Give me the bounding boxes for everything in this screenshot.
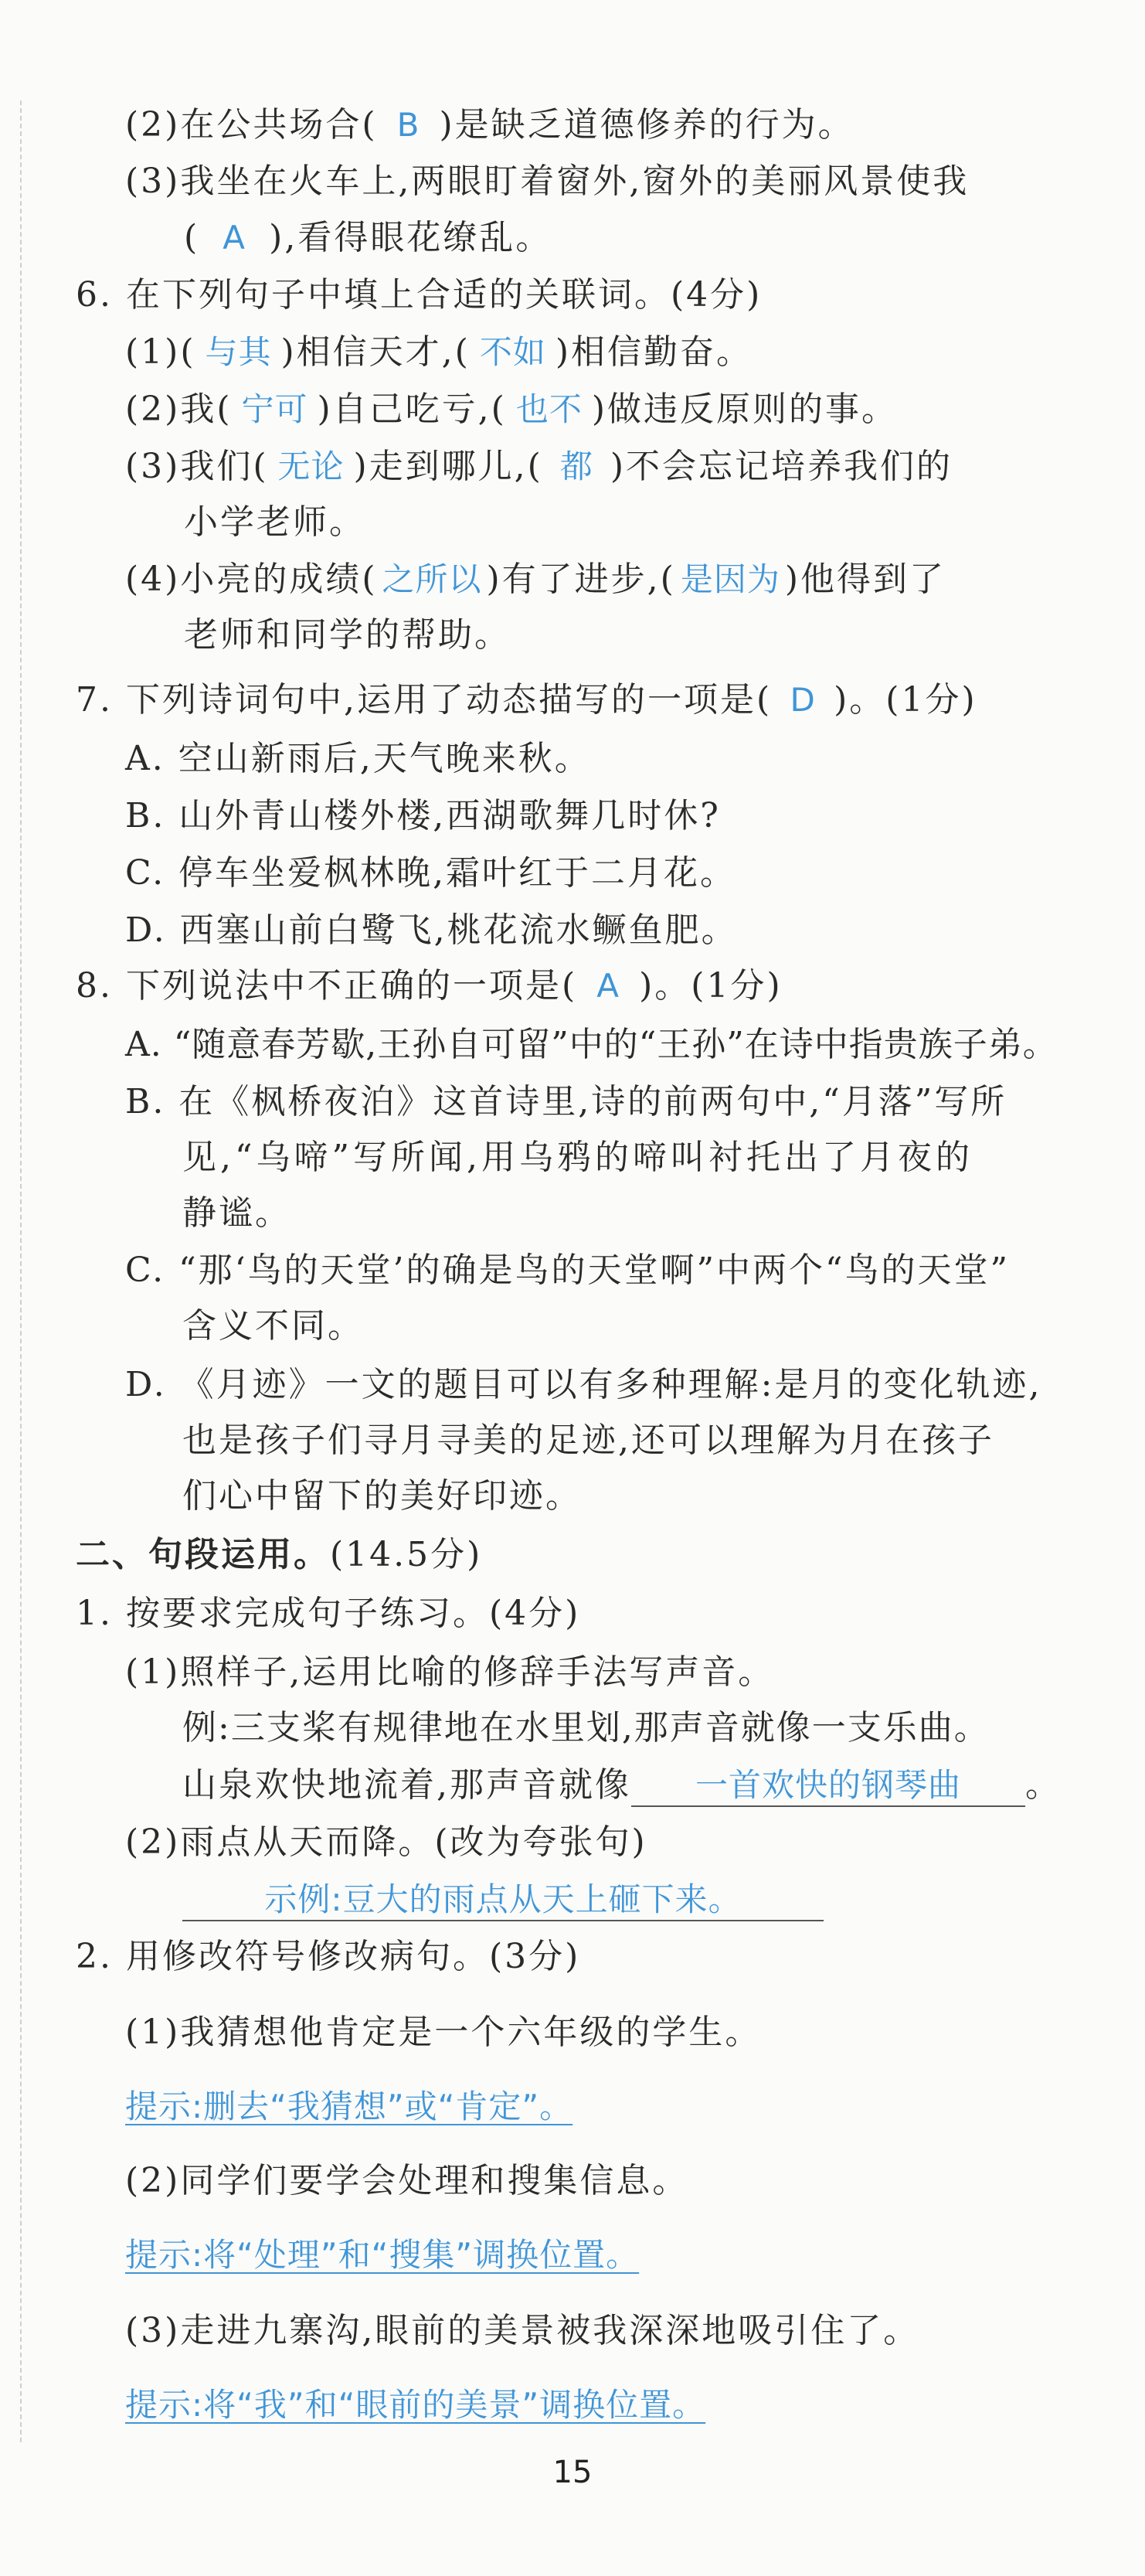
q5-item-3-text: ( (184, 218, 200, 257)
q6-item-1-answer-1: 与其 (205, 333, 272, 371)
q6-item-2 (125, 386, 898, 433)
p2-item-1-answer-line (125, 2084, 572, 2130)
p1-example: 例:三支桨有规律地在水里划,那声音就像一支乐曲。 (182, 1708, 990, 1747)
q6-item-2-answer-1: 宁可 (241, 390, 308, 428)
q6-item-3-text: (3)我们( (125, 447, 269, 486)
q5-item-2-text-end: )是缺乏道德修养的行为。 (439, 105, 855, 145)
q8-option-d-line3: 们心中留下的美好印迹。 (182, 1476, 582, 1516)
q8-option-c-line2: 含义不同。 (182, 1306, 364, 1346)
p2-title: 2. 用修改符号修改病句。(3分) (76, 1937, 581, 1976)
q6-item-1 (125, 329, 753, 376)
q8-title-text: 8. 下列说法中不正确的一项是( (76, 966, 578, 1006)
p2-item-3: (3)走进九寨沟,眼前的美景被我深深地吸引住了。 (125, 2311, 920, 2350)
q6-item-2-text: (2)我( (125, 390, 233, 429)
q5-item-3-line1: (3)我坐在火车上,两眼盯着窗外,窗外的美丽风景使我 (125, 162, 970, 201)
section-2-title: 二、句段运用。 (76, 1535, 330, 1574)
section-2-score: (14.5分) (330, 1535, 483, 1574)
margin-dashed-line (20, 100, 22, 2442)
q8-option-d-line1: D. 《月迹》一文的题目可以有多种理解:是月的变化轨迹, (125, 1365, 1042, 1404)
q6-item-1-text: (1)( (125, 332, 196, 372)
p1-item-2: (2)雨点从天而降。(改为夸张句) (125, 1822, 647, 1862)
q5-item-2-answer: B (396, 106, 420, 144)
p2-item-3-answer-line (125, 2382, 705, 2428)
q8-option-c-line1: C. “那‘鸟的天堂’的确是鸟的天堂啊”中两个“鸟的天堂” (125, 1251, 1011, 1290)
p2-item-3-answer: 提示:将“我”和“眼前的美景”调换位置。 (125, 2386, 706, 2424)
q5-item-2 (125, 102, 855, 148)
q6-item-4 (125, 556, 946, 603)
q6-item-3-cont: 小学老师。 (184, 502, 365, 542)
q6-item-3 (125, 444, 953, 490)
q6-item-3-answer-2: 都 (559, 447, 593, 485)
section-2-heading (76, 1532, 482, 1578)
p2-item-2-answer-line (125, 2232, 639, 2278)
q8-option-b-line3: 静谧。 (182, 1193, 291, 1233)
q6-item-2-text-2: )自己吃亏,( (317, 390, 507, 429)
p1-item-2-answer-line (182, 1877, 824, 1923)
q6-item-4-text-3: )他得到了 (784, 560, 946, 599)
p1-item-1-prompt (182, 1762, 1062, 1809)
q6-item-2-answer-2: 也不 (515, 390, 583, 428)
q7-option-a: A. 空山新雨后,天气晚来秋。 (125, 739, 591, 778)
page-number: 15 (552, 2455, 593, 2490)
q6-item-1-text-2: )相信天才,( (280, 332, 471, 372)
q6-item-4-answer-2: 是因为 (680, 560, 780, 598)
q7-option-c: C. 停车坐爱枫林晚,霜叶红于二月花。 (125, 853, 737, 893)
q5-item-3-line2 (184, 215, 552, 261)
p1-title: 1. 按要求完成句子练习。(4分) (76, 1594, 581, 1633)
q6-item-4-text-2: )有了进步,( (486, 560, 676, 599)
p1-item-1-period: 。 (1025, 1765, 1062, 1805)
p2-item-1: (1)我猜想他肯定是一个六年级的学生。 (125, 2013, 762, 2052)
p2-item-1-answer: 提示:删去“我猜想”或“肯定”。 (125, 2088, 573, 2125)
q6-item-2-text-3: )做违反原则的事。 (591, 390, 899, 429)
q6-item-1-text-3: )相信勤奋。 (555, 332, 753, 372)
q7-title (76, 677, 977, 723)
q8-answer: A (596, 967, 620, 1005)
p2-item-2-answer: 提示:将“处理”和“搜集”调换位置。 (125, 2236, 640, 2274)
q8-option-b-line2: 见,“乌啼”写所闻,用乌鸦的啼叫衬托出了月夜的 (182, 1138, 973, 1177)
p2-item-2: (2)同学们要学会处理和搜集信息。 (125, 2161, 689, 2200)
q7-answer: D (790, 681, 816, 719)
q6-item-3-text-3: )不会忘记培养我们的 (610, 447, 953, 486)
q6-item-4-answer-1: 之所以 (382, 560, 482, 598)
q8-title-end: )。(1分) (639, 966, 783, 1006)
q7-option-b: B. 山外青山楼外楼,西湖歌舞几时休? (125, 796, 721, 835)
p1-item-1-answer: 一首欢快的钢琴曲 (631, 1765, 1025, 1807)
p1-item-1-text: 山泉欢快地流着,那声音就像 (182, 1765, 631, 1805)
p1-item-1: (1)照样子,运用比喻的修辞手法写声音。 (125, 1652, 775, 1692)
q7-title-text: 7. 下列诗词句中,运用了动态描写的一项是( (76, 680, 773, 720)
q6-item-3-answer-1: 无论 (277, 447, 345, 485)
q6-item-3-text-2: )走到哪儿,( (353, 447, 543, 486)
q5-item-3-answer: A (223, 219, 246, 257)
q6-item-1-answer-2: 不如 (479, 333, 546, 371)
q5-item-2-text: (2)在公共场合( (125, 105, 378, 145)
q5-item-3-text-end: ),看得眼花缭乱。 (269, 218, 552, 257)
p1-item-2-answer: 示例:豆大的雨点从天上砸下来。 (182, 1880, 824, 1921)
q7-title-end: )。(1分) (834, 680, 977, 720)
q8-option-d-line2: 也是孩子们寻月寻美的足迹,还可以理解为月在孩子 (182, 1421, 994, 1460)
q8-title (76, 963, 783, 1009)
q6-item-4-cont: 老师和同学的帮助。 (184, 615, 511, 655)
q8-option-b-line1: B. 在《枫桥夜泊》这首诗里,诗的前两句中,“月落”写所 (125, 1082, 1007, 1121)
q6-item-4-text: (4)小亮的成绩( (125, 560, 378, 599)
q7-option-d: D. 西塞山前白鹭飞,桃花流水鳜鱼肥。 (125, 910, 738, 950)
q6-title: 6. 在下列句子中填上合适的关联词。(4分) (76, 275, 763, 315)
q8-option-a: A. “随意春芳歇,王孙自可留”中的“王孙”在诗中指贵族子弟。 (125, 1025, 1058, 1064)
